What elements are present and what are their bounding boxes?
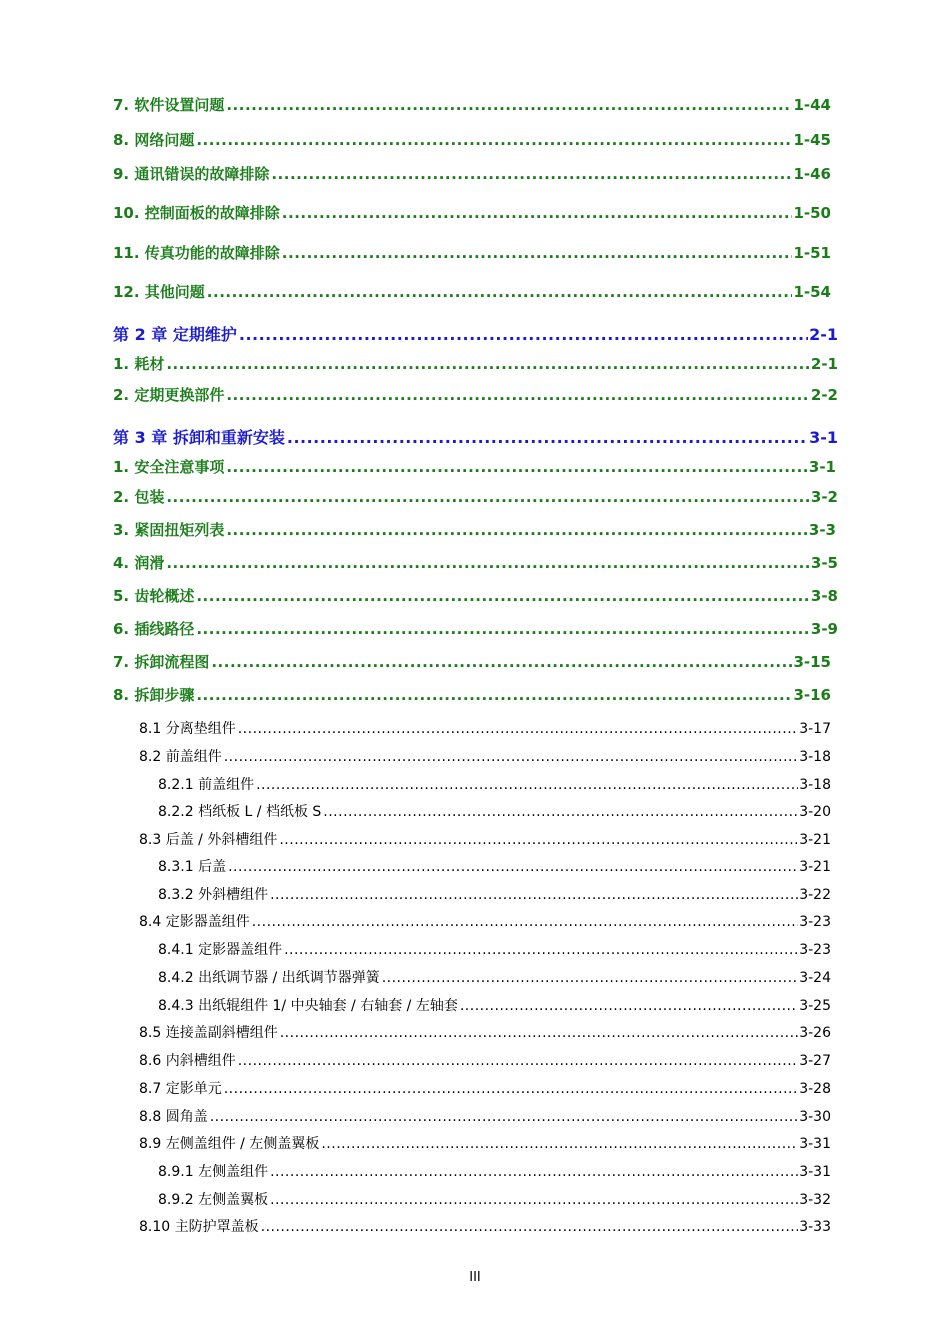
toc-entry-title: 8.9.1 左侧盖组件 [158,1164,269,1180]
toc-leader [226,96,792,114]
toc-entry[interactable] [139,718,831,738]
toc-entry-page: 3-20 [799,804,831,820]
toc-entry[interactable] [139,1106,831,1126]
toc-leader [226,458,808,476]
toc-entry[interactable] [113,281,831,302]
toc-entry-title: 8.3.2 外斜槽组件 [158,887,269,903]
toc-entry-title: 8.2 前盖组件 [139,749,222,765]
toc-entry[interactable] [139,1022,831,1042]
toc-entry-title: 8.8 圆角盖 [139,1109,208,1125]
toc-entry-page: 3-18 [799,749,831,765]
toc-entry-page: 3-15 [793,653,831,671]
toc-entry[interactable] [113,163,831,184]
toc-entry-page: 3-22 [799,887,831,903]
toc-entry-page: 3-26 [799,1025,831,1041]
toc-entry-page: 3-5 [810,554,838,572]
toc-entry-title: 8.3 后盖 / 外斜槽组件 [139,832,278,848]
toc-entry[interactable] [113,651,831,672]
toc-leader [166,554,810,572]
toc-entry-page: 1-50 [793,204,831,222]
toc-entry[interactable] [139,1216,831,1236]
toc-entry-title: 8.6 内斜槽组件 [139,1053,236,1069]
toc-entry-page: 3-27 [799,1053,831,1069]
toc-entry-page: 1-45 [793,131,831,149]
toc-leader [284,942,798,958]
toc-entry-title: 4. 润滑 [113,554,165,572]
toc-entry-page: 3-33 [799,1219,831,1235]
toc-entry-page: 3-1 [809,428,838,447]
toc-entry-title: 2. 定期更换部件 [113,386,225,404]
toc-leader [270,887,798,903]
toc-entry-title: 8.10 主防护罩盖板 [139,1219,259,1235]
toc-entry-title: 8.1 分离垫组件 [139,721,236,737]
toc-entry-page: 3-28 [799,1081,831,1097]
toc-entry[interactable] [113,94,831,115]
toc-entry-title: 1. 耗材 [113,355,165,373]
toc-leader [239,325,808,344]
toc-entry-page: 3-3 [808,521,836,539]
toc-leader [261,1219,799,1235]
toc-entry-page: 3-23 [799,914,831,930]
toc-leader [323,804,798,820]
toc-entry-page: 3-8 [810,587,838,605]
toc-entry-page: 3-2 [810,488,838,506]
toc-entry-page: 1-46 [793,165,831,183]
toc-entry[interactable] [139,829,831,849]
toc-entry[interactable] [113,129,831,150]
toc-entry-page: 3-21 [799,859,831,875]
toc-leader [211,653,792,671]
toc-entry-page: 2-1 [810,355,838,373]
toc-leader [196,587,810,605]
toc-entry[interactable] [158,1189,831,1209]
toc-entry-title: 2. 包装 [113,488,165,506]
toc-entry[interactable] [113,384,838,405]
toc-entry[interactable] [158,1161,831,1181]
toc-entry-title: 8.3.1 后盖 [158,859,227,875]
toc-entry[interactable] [113,684,831,705]
toc-entry-page: 3-1 [808,458,836,476]
toc-entry-page: 3-31 [799,1164,831,1180]
toc-entry[interactable] [158,995,831,1015]
toc-entry-title: 8.7 定影单元 [139,1081,222,1097]
toc-entry[interactable] [113,519,836,540]
toc-leader [279,832,798,848]
toc-leader [321,1136,798,1152]
toc-entry[interactable] [113,552,838,573]
toc-entry-page: 2-1 [809,325,838,344]
toc-entry-title: 9. 通讯错误的故障排除 [113,165,270,183]
toc-leader [166,355,810,373]
toc-entry-title: 8. 网络问题 [113,131,195,149]
toc-entry-title: 8.5 连接盖副斜槽组件 [139,1025,278,1041]
toc-chapter-entry[interactable] [113,322,838,345]
toc-entry[interactable] [139,1050,831,1070]
toc-entry-page: 3-17 [799,721,831,737]
toc-entry[interactable] [139,1078,831,1098]
toc-leader [166,488,810,506]
toc-entry-title: 8.2.2 档纸板 L / 档纸板 S [158,804,322,820]
toc-entry-page: 3-9 [810,620,838,638]
toc-leader [287,428,808,447]
toc-entry-page: 3-31 [799,1136,831,1152]
toc-entry-page: 3-16 [793,686,831,704]
toc-entry-page: 1-51 [793,244,831,262]
toc-entry-page: 3-21 [799,832,831,848]
toc-leader [270,1192,798,1208]
page-number: III [469,1270,481,1285]
toc-entry-page: 1-54 [793,283,831,301]
toc-entry[interactable] [113,486,838,507]
toc-entry-title: 6. 插线路径 [113,620,195,638]
toc-entry-title: 8.4.3 出纸辊组件 1/ 中央轴套 / 右轴套 / 左轴套 [158,998,458,1014]
toc-entry[interactable] [113,202,831,223]
toc-entry-page: 1-44 [793,96,831,114]
toc-leader [252,914,799,930]
toc-entry-title: 5. 齿轮概述 [113,587,195,605]
toc-entry-title: 8.4 定影器盖组件 [139,914,250,930]
toc-leader [196,131,792,149]
toc-leader [224,1081,799,1097]
toc-entry-title: 第 2 章 定期维护 [113,325,237,344]
toc-entry[interactable] [158,939,831,959]
toc-chapter-entry[interactable] [113,425,838,448]
toc-entry-page: 3-25 [799,998,831,1014]
toc-entry-title: 7. 拆卸流程图 [113,653,210,671]
toc-entry[interactable] [158,856,831,876]
toc-entry-page: 3-32 [799,1192,831,1208]
toc-entry-title: 12. 其他问题 [113,283,205,301]
toc-leader [282,244,793,262]
toc-leader [224,749,799,765]
toc-entry-page: 3-30 [799,1109,831,1125]
toc-entry-page: 2-2 [810,386,838,404]
toc-leader [196,686,792,704]
toc-leader [226,386,810,404]
toc-entry[interactable] [113,585,838,606]
toc-entry-page: 3-24 [799,970,831,986]
toc-entry[interactable] [139,1133,831,1153]
toc-leader [226,521,808,539]
toc-entry-title: 11. 传真功能的故障排除 [113,244,280,262]
toc-leader [228,859,798,875]
toc-entry[interactable] [113,353,838,374]
toc-leader [256,777,798,793]
toc-leader [460,998,798,1014]
toc-entry[interactable] [158,774,831,794]
toc-leader [238,721,799,737]
toc-entry-title: 7. 软件设置问题 [113,96,225,114]
toc-leader [271,165,792,183]
toc-entry-title: 3. 紧固扭矩列表 [113,521,225,539]
toc-entry-title: 8.9 左侧盖组件 / 左侧盖翼板 [139,1136,320,1152]
toc-entry[interactable] [113,618,838,639]
toc-entry[interactable] [158,884,831,904]
toc-entry[interactable] [113,456,836,477]
toc-entry-title: 8.4.2 出纸调节器 / 出纸调节器弹簧 [158,970,380,986]
toc-leader [280,1025,799,1041]
toc-entry-title: 8.9.2 左侧盖翼板 [158,1192,269,1208]
toc-entry[interactable] [139,911,831,931]
toc-entry[interactable] [139,746,831,766]
toc-leader [207,283,793,301]
toc-entry-page: 3-18 [799,777,831,793]
toc-entry[interactable] [158,967,831,987]
toc-entry-title: 1. 安全注意事项 [113,458,225,476]
toc-entry-title: 8.2.1 前盖组件 [158,777,255,793]
toc-entry-page: 3-23 [799,942,831,958]
toc-leader [270,1164,798,1180]
toc-entry-title: 8.4.1 定影器盖组件 [158,942,283,958]
toc-leader [382,970,799,986]
toc-entry[interactable] [113,242,831,263]
toc-leader [210,1109,799,1125]
toc-entry[interactable] [158,801,831,821]
toc-leader [282,204,793,222]
toc-entry-title: 8. 拆卸步骤 [113,686,195,704]
toc-entry-title: 10. 控制面板的故障排除 [113,204,280,222]
toc-entry-title: 第 3 章 拆卸和重新安装 [113,428,285,447]
toc-leader [196,620,810,638]
toc-leader [238,1053,799,1069]
